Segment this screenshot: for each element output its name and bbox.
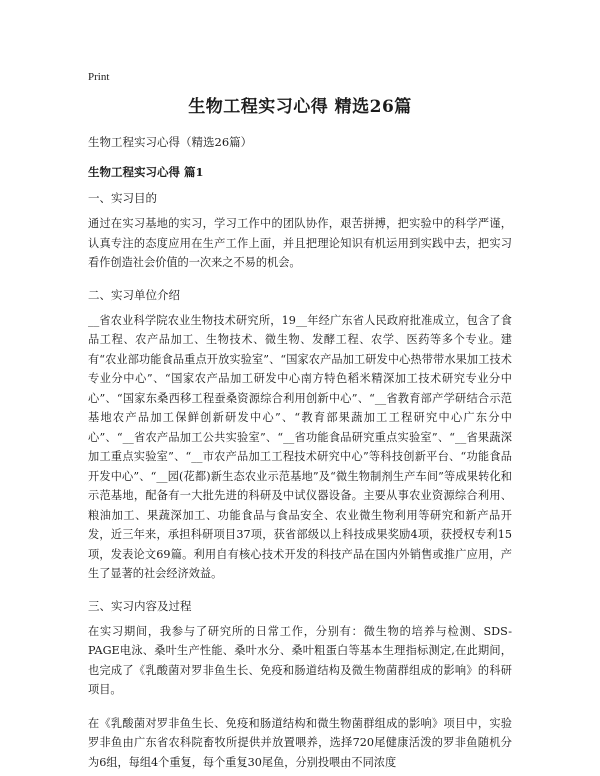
section-heading-unit: 二、实习单位介绍 xyxy=(88,287,180,302)
print-label[interactable]: Print xyxy=(88,71,110,83)
section-heading-content: 三、实习内容及过程 xyxy=(88,598,192,613)
paragraph-unit: __省农业科学院农业生物技术研究所，19__年经广东省人民政府批准成立，包含了食品工程、农产品加工、生物技术、微生物、发酵工程、农学、医药等多个专业。建有“农业部功能食品重点开放实验室”、“国家农产品加工研发中心热带带水果加工技术专业分中心”、“国家农产品加工研发中心南方特色稻米精深加工技术研究专业分中心”、“国家东桑西移工程蚕桑资源综合利用创新中心”、“__省教育部产学研结合示范基地农产品加工保鲜创新研发中心”、“教育部果蔬加工工程研究中心广东分中心”、“__省农产品加工公共实验室”、“__省功能食品研究重点实验室”、“__省果蔬深加工重点实验室”、“__市农产品加工工程技术研究中心”等科技创新平台、“功能食品开发中心”、“__园(花都)新生态农业示范基地”及“微生物制剂生产车间”等成果转化和示范基地，配备有一大批先进的科研及中试仪器设备。主要从事农业资源综合利用、粮油加工、果蔬深加工、功能食品与食品安全、农业微生物利用等研究和新产品开发，近三年来，承担科研项目37项，获省部级以上科技成果奖励4项，获授权专利15项，发表论文69篇。利用自有核心技术开发的科技产品在国内外销售或推广应用，产生了显著的社会经济效益。 xyxy=(88,313,512,580)
paragraph-content-1: 在实习期间，我参与了研究所的日常工作，分别有：微生物的培养与检测、SDS-PAGE电泳、桑叶生产性能、桑叶水分、桑叶粗蛋白等基本生理指标测定,在此期间，也完成了《乳酸菌对罗非鱼生长、免疫和肠道结构及微生物菌群组成的影响》的科研项目。 xyxy=(88,624,512,696)
document-subtitle: 生物工程实习心得（精选26篇） xyxy=(88,135,253,149)
paragraph-purpose: 通过在实习基地的实习，学习工作中的团队协作，艰苦拼搏，把实验中的科学严谨，认真专注的态度应用在生产工作上面，并且把理论知识有机运用到实践中去，把实习看作创造社会价值的一次来之不易的机会。 xyxy=(88,217,512,269)
essay-heading: 生物工程实习心得 篇1 xyxy=(88,165,204,179)
section-heading-purpose: 一、实习目的 xyxy=(88,191,157,205)
paragraph-content-2: 在《乳酸菌对罗非鱼生长、免疫和肠道结构和微生物菌群组成的影响》项目中，实验罗非鱼由广东省农科院畜牧所提供并放置喂养，选择720尾健康活泼的罗非鱼随机分为6组，每组4个重复，每个重复30尾鱼，分别投喂由不同浓度 xyxy=(88,716,512,769)
page-title: 生物工程实习心得 精选26篇 xyxy=(188,97,412,117)
